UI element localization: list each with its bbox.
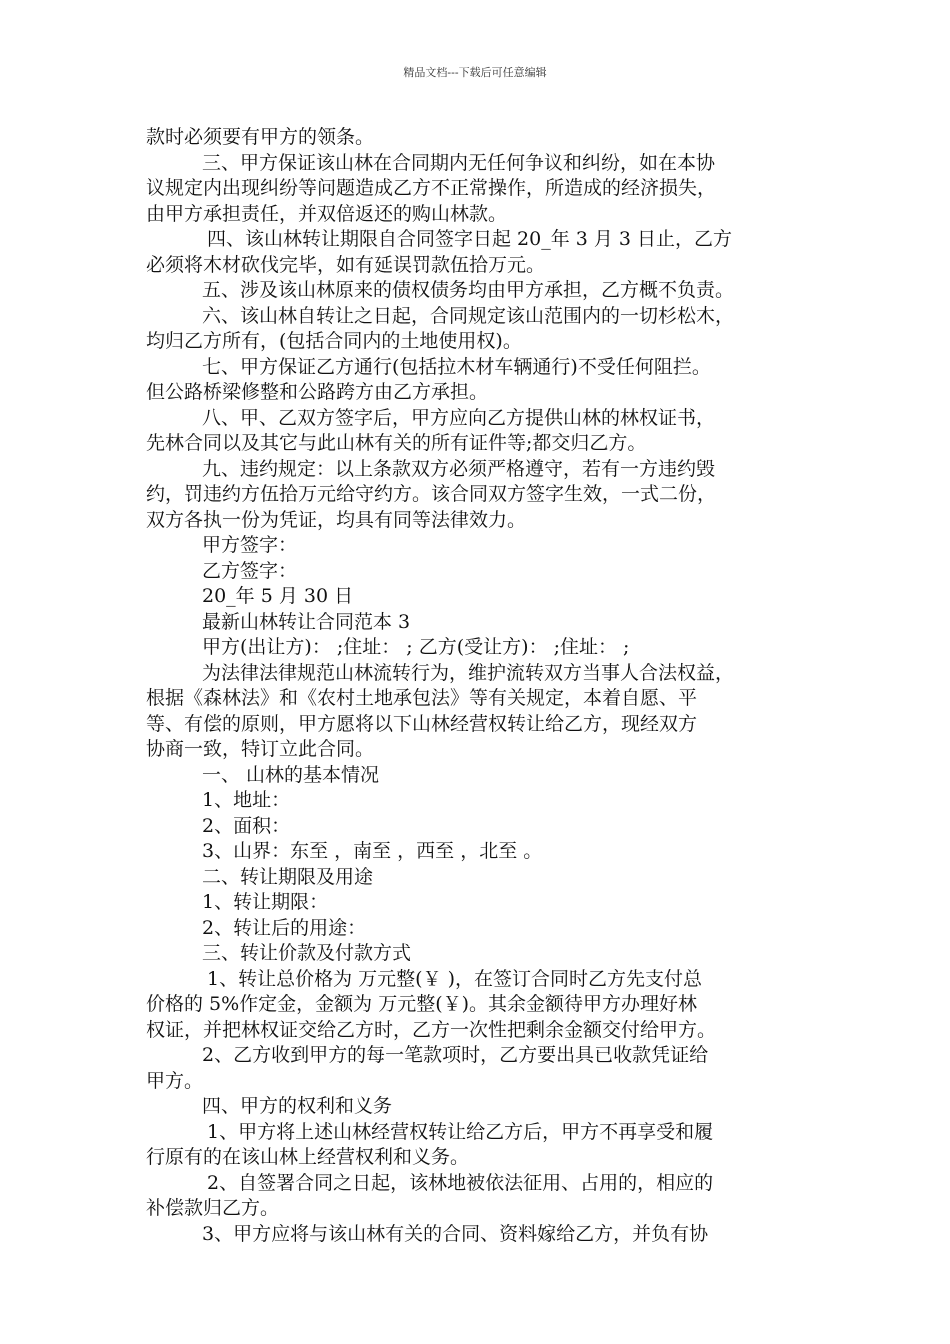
text-line: 乙方签字：: [202, 559, 298, 582]
text-line: 二、转让期限及用途: [202, 865, 374, 888]
text-line: 甲方签字：: [202, 534, 298, 556]
text-line: 协商一致，特订立此合同。: [146, 738, 375, 760]
text-line: 1、甲方将上述山林经营权转让给乙方后，甲方不再享受和履: [207, 1120, 714, 1143]
text-line: 一、 山林的基本情况: [202, 763, 380, 786]
text-line: 行原有的在该山林上经营权利和义务。: [146, 1146, 470, 1168]
text-line: 但公路桥梁修整和公路跨方由乙方承担。: [146, 381, 489, 403]
text-line: 2、转让后的用途：: [202, 916, 367, 939]
text-line: 2、自签署合同之日起，该林地被依法征用、占用的，相应的: [207, 1171, 714, 1194]
document-body: [146, 125, 816, 1247]
text-line: 议规定内出现纠纷等问题造成乙方不正常操作，所造成的经济损失，: [146, 177, 717, 199]
text-line: 四、甲方的权利和义务: [202, 1095, 393, 1117]
text-line: 最新山林转让合同范本 3: [202, 610, 411, 633]
text-line: 3、甲方应将与该山林有关的合同、资料嫁给乙方，并负有协: [202, 1222, 709, 1245]
text-line: 先林合同以及其它与此山林有关的所有证件等;都交归乙方。: [146, 432, 647, 454]
text-line: 三、转让价款及付款方式: [202, 942, 412, 964]
text-line: 1、地址：: [202, 789, 291, 811]
text-line: 1、转让期限：: [202, 891, 329, 913]
page-header: 精品文档---下载后可任意编辑: [403, 66, 547, 79]
text-line: 补偿款归乙方。: [146, 1197, 280, 1219]
text-line: 2、面积：: [202, 814, 291, 837]
text-line: 甲方(出让方)： ;住址： ; 乙方(受让方)： ;住址： ;: [202, 636, 630, 658]
text-line: 均归乙方所有，(包括合同内的土地使用权)。: [146, 330, 522, 352]
text-line: 八、甲、乙双方签字后，甲方应向乙方提供山林的林权证书，: [202, 406, 716, 429]
text-line: 2、乙方收到甲方的每一笔款项时，乙方要出具已收款凭证给: [202, 1044, 709, 1066]
text-line: 1、转让总价格为 万元整(￥ )，在签订合同时乙方先支付总: [207, 967, 702, 990]
text-line: 六、该山林自转让之日起，合同规定该山范围内的一切杉松木，: [202, 304, 735, 327]
text-line: 必须将木材砍伐完毕，如有延误罚款伍拾万元。: [146, 253, 546, 276]
text-line: 甲方。: [146, 1069, 204, 1092]
text-line: 由甲方承担责任，并双倍返还的购山林款。: [146, 202, 508, 225]
text-line: 根据《森林法》和《农村土地承包法》等有关规定，本着自愿、平: [146, 687, 698, 709]
text-line: 九、违约规定：以上条款双方必须严格遵守，若有一方违约毁: [202, 457, 716, 480]
text-line: 四、该山林转让期限自合同签字日起 20_年 3 月 3 日止，乙方: [207, 228, 733, 250]
text-line: 约，罚违约方伍拾万元给守约方。该合同双方签字生效，一式二份，: [146, 483, 717, 505]
text-line: 款时必须要有甲方的领条。: [146, 126, 375, 148]
text-line: 为法律法律规范山林流转行为，维护流转双方当事人合法权益，: [202, 661, 735, 684]
text-line: 五、涉及该山林原来的债权债务均由甲方承担，乙方概不负责。: [202, 279, 735, 301]
text-line: 等、有偿的原则，甲方愿将以下山林经营权转让给乙方，现经双方: [146, 712, 698, 735]
text-line: 价格的 5%作定金，金额为 万元整(￥)。其余金额待甲方办理好林: [146, 993, 698, 1015]
text-line: 权证，并把林权证交给乙方时，乙方一次性把剩余金额交付给甲方。: [146, 1018, 717, 1041]
text-line: 20_年 5 月 30 日: [202, 585, 354, 607]
text-line: 三、甲方保证该山林在合同期内无任何争议和纠纷，如在本协: [202, 151, 716, 174]
text-line: 双方各执一份为凭证，均具有同等法律效力。: [146, 508, 527, 531]
text-line: 3、山界：东至 ，南至 ，西至 ，北至 。: [202, 840, 543, 862]
text-line: 七、甲方保证乙方通行(包括拉木材车辆通行)不受任何阻拦。: [202, 355, 711, 378]
